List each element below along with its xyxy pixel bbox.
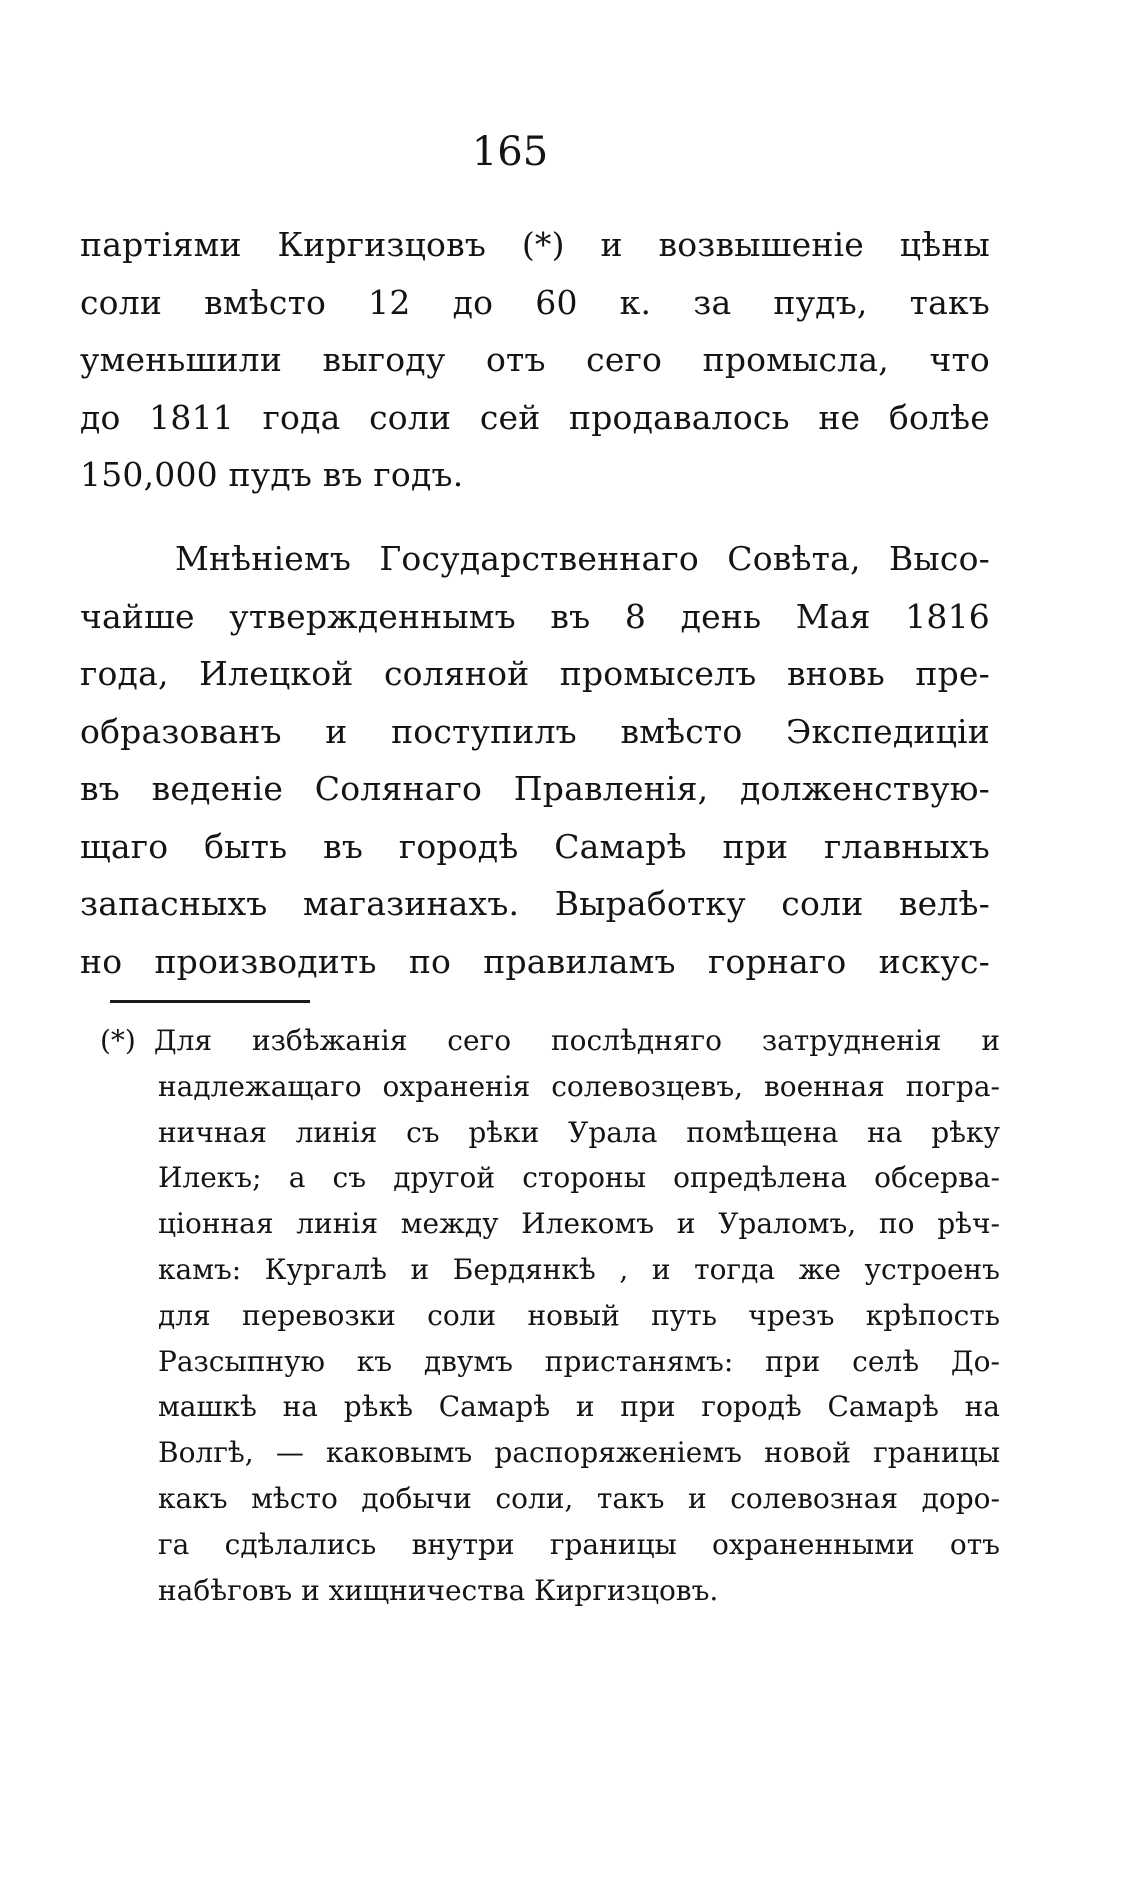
paragraph-2-line: запасныхъ магазинахъ. Выработку соли велѣ- — [80, 884, 990, 923]
paragraph-2-line: чайше утвержденнымъ въ 8 день Мая 1816 — [80, 596, 990, 636]
footnote-line: набѣговъ и хищничества Киргизцовъ. — [158, 1573, 719, 1607]
footnote-line: ціонная линія между Илекомъ и Ураломъ, по рѣч- — [158, 1207, 1000, 1241]
footnote-divider — [110, 1000, 310, 1003]
footnote-line: Разсыпную къ двумъ пристанямъ: при селѣ До- — [158, 1344, 1000, 1378]
footnote-line: га сдѣлались внутри границы охраненными отъ — [158, 1527, 1000, 1561]
paragraph-1-line: соли вмѣсто 12 до 60 к. за пудъ, такъ — [80, 282, 990, 322]
footnote-line: Илекъ; а съ другой стороны опредѣлена обсерва- — [158, 1161, 1000, 1195]
footnote-line: какъ мѣсто добычи соли, такъ и солевозная доро- — [158, 1481, 1000, 1515]
paragraph-1 — [80, 216, 990, 504]
paragraph-1-line: до 1811 года соли сей продавалось не болѣе — [80, 397, 990, 437]
footnote-marker: (*) — [100, 1024, 136, 1057]
footnote-line: ничная линія съ рѣки Урала помѣщена на рѣку — [158, 1115, 1000, 1149]
paragraph-2-line: щаго быть въ городѣ Самарѣ при главныхъ — [80, 826, 990, 866]
footnote-line: надлежащаго охраненія солевозцевъ, военная погра- — [158, 1069, 1000, 1103]
footnote — [100, 1018, 1000, 1613]
page-number: 165 — [471, 129, 549, 175]
paragraph-2-line: въ веденіе Солянаго Правленія, долженствую- — [80, 769, 990, 808]
footnote-line: машкѣ на рѣкѣ Самарѣ и при городѣ Самарѣ на — [158, 1390, 1000, 1424]
paragraph-2-line: но производить по правиламъ горнаго искус- — [80, 941, 990, 981]
paragraph-2-line: образованъ и поступилъ вмѣсто Экспедиціи — [80, 711, 990, 751]
paragraph-2 — [80, 530, 990, 990]
footnote-line: камъ: Кургалѣ и Бердянкѣ , и тогда же устроенъ — [158, 1252, 1000, 1286]
paragraph-1-line: уменьшили выгоду отъ сего промысла, что — [80, 340, 990, 379]
paragraph-2-line: Мнѣніемъ Государственнаго Совѣта, Высо- — [175, 539, 990, 578]
paragraph-1-line: 150,000 пудъ въ годъ. — [80, 455, 464, 494]
footnote-line: Волгѣ, — каковымъ распоряженіемъ новой границы — [158, 1436, 1000, 1470]
footnote-line — [100, 1018, 1000, 1064]
footnote-line-text: Для избѣжанія сего послѣдняго затрудненія и — [153, 1024, 1000, 1057]
paragraph-1-line: партіями Киргизцовъ (*) и возвышеніе цѣны — [80, 225, 990, 264]
paragraph-2-line: года, Илецкой соляной промыселъ вновь пре- — [80, 654, 990, 693]
footnote-line: для перевозки соли новый путь чрезъ крѣпость — [158, 1298, 1000, 1332]
